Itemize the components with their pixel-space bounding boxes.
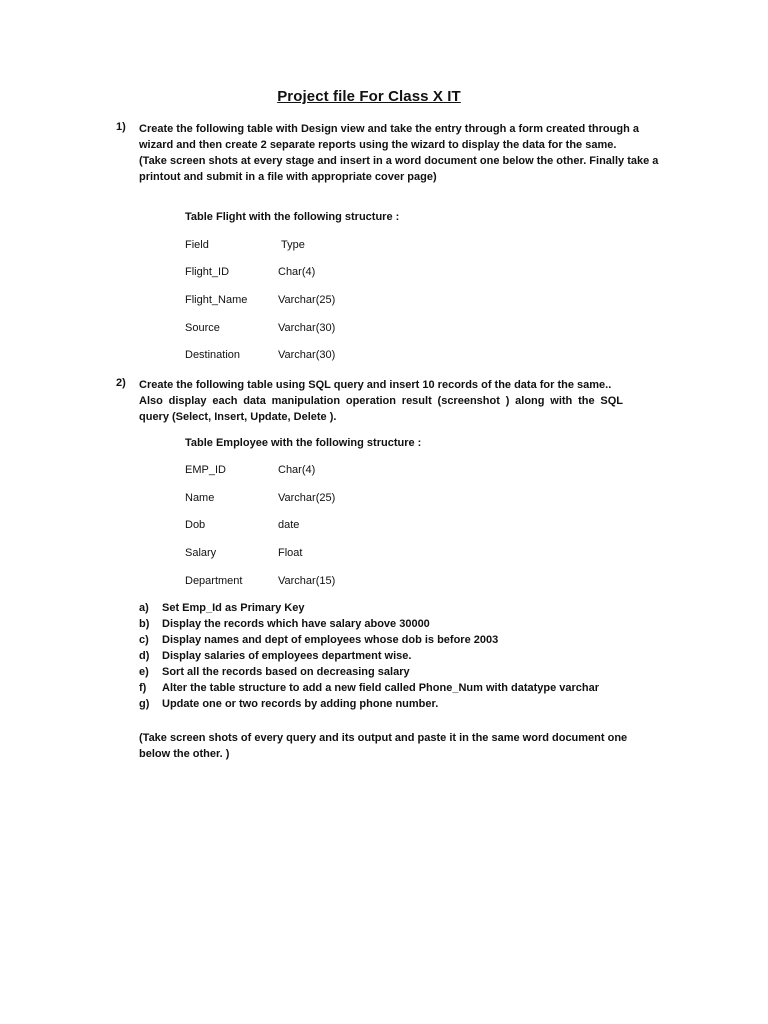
flight-field-row <box>185 239 485 255</box>
task-text: Sort all the records based on decreasing salary <box>162 666 410 678</box>
field-name: Salary <box>185 547 217 559</box>
item-1-number: 1) <box>116 121 126 133</box>
item-1-line-1: Create the following table with Design view and take the entry through a form created through a <box>139 123 639 135</box>
task-letter: b) <box>139 618 150 630</box>
field-name: Destination <box>185 349 241 361</box>
employee-field-row <box>185 575 485 591</box>
task-letter: c) <box>139 634 149 646</box>
employee-field-row <box>185 519 485 535</box>
field-type: Varchar(15) <box>278 575 336 587</box>
closing-note-line-2: below the other. ) <box>139 748 230 760</box>
item-1-line-3: (Take screen shots at every stage and insert in a word document one below the other. Finally take a <box>139 155 659 167</box>
closing-note <box>139 730 679 762</box>
task-letter: d) <box>139 650 150 662</box>
task-letter: e) <box>139 666 149 678</box>
item-2-instructions-end <box>139 409 679 425</box>
item-2-line-2: Also display each data manipulation operation result (screenshot ) along with the SQL <box>139 395 623 407</box>
field-name: Department <box>185 575 243 587</box>
task-text: Display the records which have salary above 30000 <box>162 618 430 630</box>
field-name: Source <box>185 322 220 334</box>
field-name: EMP_ID <box>185 464 226 476</box>
employee-field-row <box>185 547 485 563</box>
item-2-number: 2) <box>116 377 126 389</box>
employee-table-heading: Table Employee with the following structure : <box>185 437 422 449</box>
task-text: Display salaries of employees department wise. <box>162 650 412 662</box>
field-name: Name <box>185 492 215 504</box>
item-2-instructions-justified <box>139 393 623 409</box>
field-type: Char(4) <box>278 266 316 278</box>
task-letter: g) <box>139 698 150 710</box>
flight-field-row <box>185 322 485 338</box>
item-2-instructions <box>139 377 679 393</box>
flight-field-row <box>185 294 485 310</box>
field-type: Type <box>281 239 305 251</box>
field-name: Flight_Name <box>185 294 248 306</box>
field-type: date <box>278 519 300 531</box>
flight-table-heading: Table Flight with the following structure : <box>185 211 400 223</box>
item-1-line-2: wizard and then create 2 separate reports using the wizard to display the data for the same. <box>139 139 617 151</box>
item-1-line-4: printout and submit in a file with appropriate cover page) <box>139 171 437 183</box>
task-letter: f) <box>139 682 147 694</box>
page-title: Project file For Class X IT <box>277 88 461 105</box>
item-2-line-1: Create the following table using SQL query and insert 10 records of the data for the same.. <box>139 379 612 391</box>
task-text: Update one or two records by adding phone number. <box>162 698 439 710</box>
field-type: Varchar(30) <box>278 322 336 334</box>
field-type: Varchar(25) <box>278 492 336 504</box>
employee-field-row <box>185 464 485 480</box>
closing-note-line-1: (Take screen shots of every query and its output and paste it in the same word document one <box>139 732 628 744</box>
task-text: Alter the table structure to add a new field called Phone_Num with datatype varchar <box>162 682 600 694</box>
flight-field-row <box>185 266 485 282</box>
field-name: Flight_ID <box>185 266 230 278</box>
task-text: Display names and dept of employees whose dob is before 2003 <box>162 634 499 646</box>
item-1-instructions <box>139 121 679 185</box>
task-text: Set Emp_Id as Primary Key <box>162 602 305 614</box>
field-name: Field <box>185 239 209 251</box>
field-type: Varchar(25) <box>278 294 336 306</box>
field-name: Dob <box>185 519 206 531</box>
field-type: Char(4) <box>278 464 316 476</box>
item-2-line-3: query (Select, Insert, Update, Delete ). <box>139 411 337 423</box>
flight-field-row <box>185 349 485 365</box>
field-type: Varchar(30) <box>278 349 336 361</box>
employee-field-row <box>185 492 485 508</box>
field-type: Float <box>278 547 303 559</box>
task-letter: a) <box>139 602 149 614</box>
